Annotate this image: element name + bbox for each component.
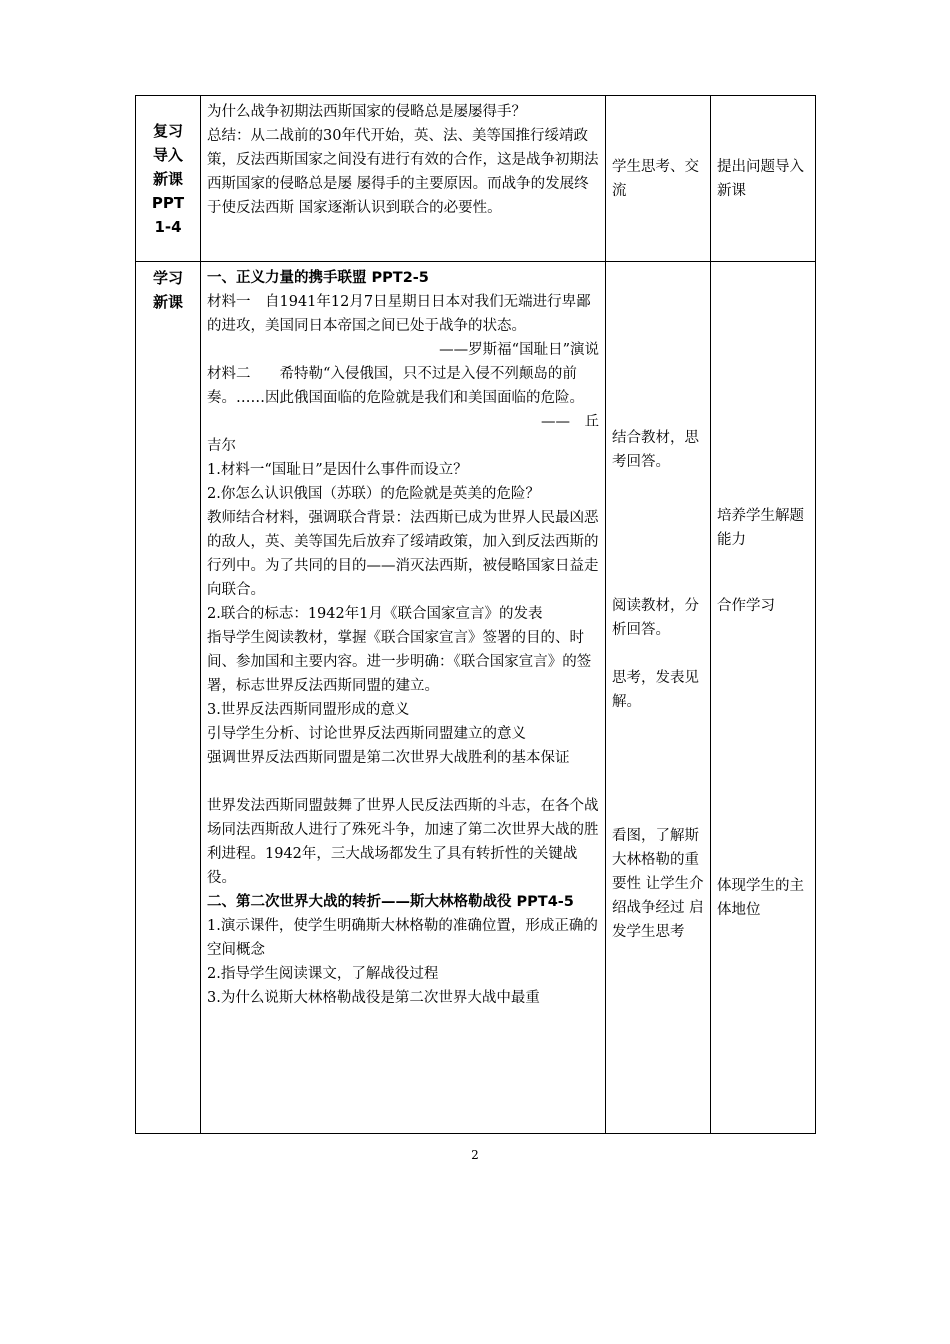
student-activity-1: 结合教材，思考回答。 bbox=[612, 430, 699, 470]
content-cell-review bbox=[201, 96, 606, 262]
step-3: 3.为什么说斯大林格勒战役是第二次世界大战中最重 bbox=[207, 990, 540, 1006]
question-2: 2.你怎么认识俄国（苏联）的危险就是英美的危险？ bbox=[207, 486, 540, 502]
alliance-effect: 世界发法西斯同盟鼓舞了世界人民反法西斯的斗志，在各个战场同法西斯敌人进行了殊死斗争，加速了第二次世界大战的胜利进程。1942年，三大战场都发生了具有转折性的关键战役。 bbox=[207, 798, 599, 886]
step-2: 2.指导学生阅读课文，了解战役过程 bbox=[207, 966, 439, 982]
stage-cell-review: 复习 导入 新课 PPT 1-4 bbox=[136, 96, 201, 262]
stress-3: 强调世界反法西斯同盟是第二次世界大战胜利的基本保证 bbox=[207, 750, 570, 766]
student-activity-review: 学生思考、交流 bbox=[606, 96, 711, 262]
table-row-new-lesson bbox=[136, 262, 816, 1134]
question-1: 1.材料一“国耻日”是因什么事件而设立？ bbox=[207, 462, 468, 478]
design-intent-3: 体现学生的主体地位 bbox=[717, 878, 804, 918]
student-activity-3: 思考，发表见解。 bbox=[612, 670, 699, 710]
guide-3: 引导学生分析、讨论世界反法西斯同盟建立的意义 bbox=[207, 726, 526, 742]
material-two: 材料二 希特勒“入侵俄国，只不过是入侵不列颠岛的前奏。……因此俄国面临的危险就是我们和美国面临的危险。 bbox=[207, 366, 584, 406]
teacher-emphasis: 教师结合材料，强调联合背景：法西斯已成为世界人民最凶恶的敌人，英、美等国先后放弃了绥靖政策，加入到反法西斯的行列中。为了共同的目的——消灭法西斯，被侵略国家日益走向联合。 bbox=[207, 510, 599, 598]
student-activity-2: 阅读教材，分析回答。 bbox=[612, 598, 699, 638]
student-activity-4: 看图，了解斯大林格勒的重要性 让学生介绍战争经过 启发学生思考 bbox=[612, 828, 704, 940]
step-1: 1.演示课件，使学生明确斯大林格勒的准确位置，形成正确的空间概念 bbox=[207, 918, 598, 958]
student-activity-new-lesson bbox=[606, 262, 711, 1134]
review-question: 为什么战争初期法西斯国家的侵略总是屡屡得手？ bbox=[207, 104, 526, 120]
section-heading-1: 一、正义力量的携手联盟 PPT2-5 bbox=[207, 270, 429, 286]
material-one-source: ——罗斯福“国耻日”演说 bbox=[439, 342, 599, 358]
section-heading-2: 二、第二次世界大战的转折——斯大林格勒战役 PPT4-5 bbox=[207, 894, 574, 910]
material-two-source-cont: 吉尔 bbox=[207, 438, 236, 454]
page-number: 2 bbox=[471, 1148, 479, 1162]
stage-cell-new-lesson: 学习 新课 bbox=[136, 262, 201, 1134]
design-intent-2: 合作学习 bbox=[717, 598, 775, 614]
design-intent-new-lesson bbox=[711, 262, 816, 1134]
design-intent-1: 培养学生解题能力 bbox=[717, 508, 804, 548]
guide-2: 指导学生阅读教材，掌握《联合国家宣言》签署的目的、时间、参加国和主要内容。进一步明确：《联合国家宣言》的签署，标志世界反法西斯同盟的建立。 bbox=[207, 630, 592, 694]
design-intent-review: 提出问题导入新课 bbox=[711, 96, 816, 262]
lesson-plan-table bbox=[135, 95, 816, 1134]
table-row-review bbox=[136, 96, 816, 262]
blank-line bbox=[207, 770, 599, 794]
material-two-source: —— 丘 bbox=[541, 414, 599, 430]
content-cell-new-lesson bbox=[201, 262, 606, 1134]
review-summary: 总结：从二战前的30年代开始，英、法、美等国推行绥靖政策，反法西斯国家之间没有进行有效的合作，这是战争初期法西斯国家的侵略总是屡 屡得手的主要原因。而战争的发展终于使反法西斯 国家逐渐认识到联合的必要性。 bbox=[207, 128, 599, 216]
material-one: 材料一 自1941年12月7日星期日日本对我们无端进行卑鄙的进攻，美国同日本帝国之间已处于战争的状态。 bbox=[207, 294, 591, 334]
point-2: 2.联合的标志：1942年1月《联合国家宣言》的发表 bbox=[207, 606, 543, 622]
point-3: 3.世界反法西斯同盟形成的意义 bbox=[207, 702, 410, 718]
